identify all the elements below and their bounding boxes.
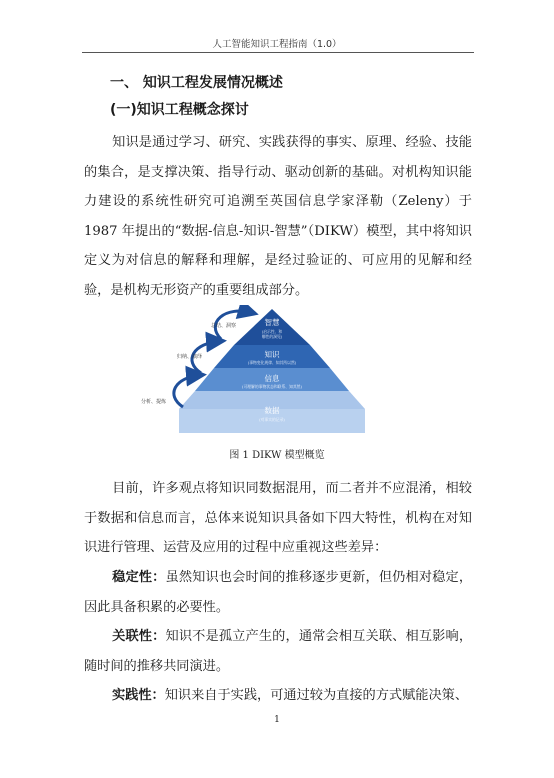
pyramid-level-wisdom	[234, 309, 310, 345]
arrow-label-induce: 归纳、演绎	[177, 354, 203, 360]
level-title-information: 信息	[264, 374, 280, 383]
running-header: 人工智能知识工程指南（1.0）	[212, 39, 342, 50]
level-title-knowledge: 知识	[264, 350, 280, 359]
paragraph-text: 知识是通过学习、研究、实践获得的事实、原理、经验、技能的集合，是支撑决策、指导行动、驱动创新的基础。对机构知识能力建设的系统性研究可追溯至英国信息学家泽勒（Zeleny）于 1987 年提出的“数据-信息-知识-智慧”（DIKW）模型，其中将知识定义为对信息的解释和理解，是经过验证的、可应用的见解和经验，是机构无形资产的重要组成部分。	[84, 135, 472, 298]
paragraph-text: 目前，许多观点将知识同数据混用，而二者并不应混淆，相较于数据和信息而言，总体来说知识具备如下四大特性，机构在对知识进行管理、运营及应用的过程中应重视这些差异：	[84, 481, 472, 555]
trait-relevance	[84, 622, 472, 681]
figure-caption: 图 1 DIKW 模型概览	[229, 450, 325, 461]
arrow-label-summarize: 总结、洞察	[211, 323, 237, 329]
trait-text: 知识来自于实践，可通过较为直接的方式赋能决策、	[164, 688, 469, 703]
trait-stability	[84, 563, 472, 622]
level-title-wisdom: 智慧	[264, 318, 280, 327]
trait-label: 实践性：	[112, 688, 165, 703]
arrow-label-analyze: 分析、提炼	[141, 399, 167, 405]
level-desc-information: (可理解的事物状态和联系、知其然)	[242, 384, 302, 389]
level-desc-data: (对事实的记录)	[259, 417, 285, 422]
header-rule	[82, 52, 474, 53]
level-title-data: 数据	[264, 406, 280, 415]
trait-text: 虽然知识也会时间的推移逐步更新，但仍相对稳定，因此具备积累的必要性。	[84, 570, 473, 615]
section-heading: 一、 知识工程发展情况概述	[110, 75, 283, 91]
dikw-pyramid-figure	[135, 305, 415, 445]
page-number: 1	[274, 715, 280, 725]
trait-practicality	[84, 681, 472, 711]
paragraph-knowledge-definition	[84, 128, 472, 305]
trait-label: 稳定性：	[112, 570, 166, 585]
subsection-heading: (一)知识工程概念探讨	[110, 102, 249, 118]
trait-text: 知识不是孤立产生的，通常会相互关联、相互影响，随时间的推移共同演进。	[84, 629, 473, 674]
trait-label: 关联性：	[112, 629, 166, 644]
level-desc-wisdom-1: (启示性、和	[261, 329, 283, 334]
level-desc-wisdom-2: 哪性的洞见)	[261, 334, 283, 339]
level-desc-knowledge: (事物变化规律、知其所以然)	[247, 360, 297, 365]
paragraph-knowledge-traits-intro	[84, 474, 472, 563]
